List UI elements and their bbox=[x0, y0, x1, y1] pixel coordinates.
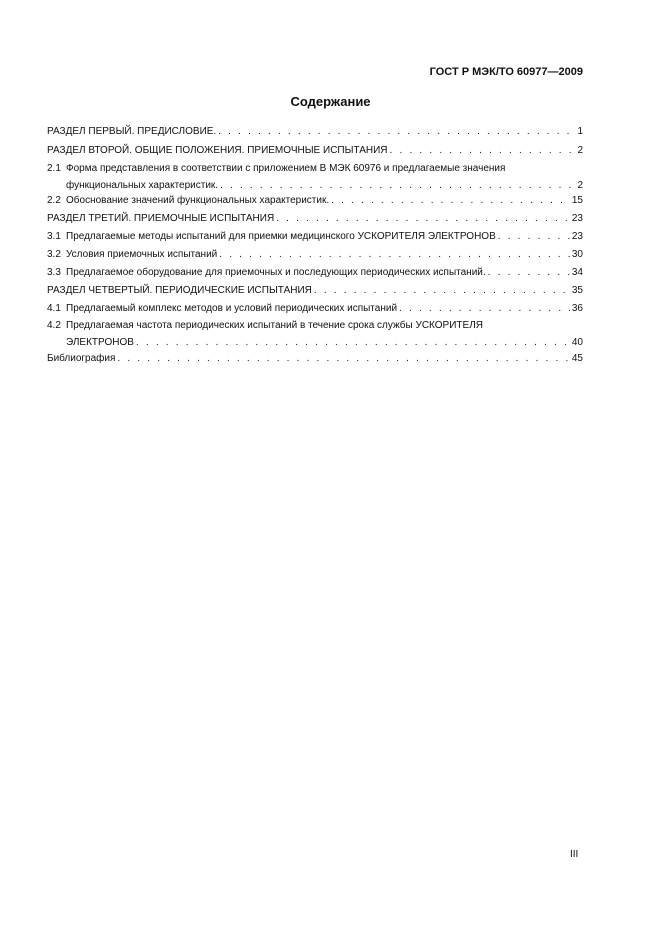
toc-entry-title: Предлагаемый комплекс методов и условий периодических испытаний bbox=[66, 303, 398, 314]
dot-leader bbox=[220, 180, 575, 192]
toc-entry-title: Предлагаемое оборудование для приемочных и последующих периодических испытаний. bbox=[66, 267, 486, 278]
toc-entry-page: 2 bbox=[577, 145, 583, 156]
toc-entry-title: Предлагаемые методы испытаний для приемки медицинского УСКОРИТЕЛЯ ЭЛЕКТРОНОВ bbox=[66, 231, 496, 242]
toc-entry[interactable] bbox=[47, 145, 583, 157]
toc-entry-number: 3.3 bbox=[47, 267, 61, 278]
toc-entry[interactable] bbox=[47, 231, 583, 243]
toc-entry-number: 2.2 bbox=[47, 195, 61, 206]
toc-entry-title: РАЗДЕЛ ПЕРВЫЙ. ПРЕДИСЛОВИЕ. bbox=[47, 126, 217, 137]
toc-entry-number: 3.1 bbox=[47, 231, 61, 242]
toc-entry-continuation[interactable] bbox=[66, 337, 583, 349]
toc-entry-page: 15 bbox=[571, 195, 583, 206]
toc-entry-title: РАЗДЕЛ ТРЕТИЙ. ПРИЕМОЧНЫЕ ИСПЫТАНИЯ bbox=[47, 213, 275, 224]
toc-entry[interactable] bbox=[47, 320, 583, 332]
toc-entry-page: 23 bbox=[571, 213, 583, 224]
toc-entry-title: Обоснование значений функциональных характеристик. bbox=[66, 195, 330, 206]
toc-entry[interactable] bbox=[47, 303, 583, 315]
toc-entry-title-continued: функциональных характеристик. bbox=[66, 180, 219, 191]
toc-entry[interactable] bbox=[47, 213, 583, 225]
dot-leader bbox=[218, 126, 575, 138]
toc-entry-title: РАЗДЕЛ ЧЕТВЕРТЫЙ. ПЕРИОДИЧЕСКИЕ ИСПЫТАНИЯ bbox=[47, 285, 312, 296]
page-title: Содержание bbox=[290, 94, 371, 109]
dot-leader bbox=[314, 285, 570, 297]
toc-entry-number: 2.1 bbox=[47, 163, 61, 174]
toc-entry-page: 1 bbox=[577, 126, 583, 137]
toc-entry-number: 4.2 bbox=[47, 320, 61, 331]
toc-entry-title: Условия приемочных испытаний bbox=[66, 249, 218, 260]
toc-entry-page: 35 bbox=[571, 285, 583, 296]
dot-leader bbox=[276, 213, 570, 225]
standard-designation: ГОСТ Р МЭК/ТО 60977—2009 bbox=[429, 66, 583, 78]
dot-leader bbox=[219, 249, 570, 261]
toc-entry-page: 30 bbox=[571, 249, 583, 260]
toc-entry-page: 45 bbox=[571, 353, 583, 364]
toc-entry[interactable] bbox=[47, 249, 583, 261]
dot-leader bbox=[488, 267, 570, 279]
toc-entry-page: 34 bbox=[571, 267, 583, 278]
toc-entry-title: Предлагаемая частота периодических испытаний в течение срока службы УСКОРИТЕЛЯ bbox=[66, 320, 483, 331]
dot-leader bbox=[399, 303, 570, 315]
toc-entry-title: Библиография bbox=[47, 353, 116, 364]
toc-entry[interactable] bbox=[47, 353, 583, 365]
toc-entry[interactable] bbox=[47, 267, 583, 279]
toc-entry-page: 23 bbox=[571, 231, 583, 242]
toc-entry-number: 4.1 bbox=[47, 303, 61, 314]
toc-entry-number: 3.2 bbox=[47, 249, 61, 260]
dot-leader bbox=[390, 145, 576, 157]
toc-entry-continuation[interactable] bbox=[66, 180, 583, 192]
toc-entry-page: 36 bbox=[571, 303, 583, 314]
dot-leader bbox=[117, 353, 569, 365]
page-number: III bbox=[570, 849, 579, 860]
toc-entry-title: РАЗДЕЛ ВТОРОЙ. ОБЩИЕ ПОЛОЖЕНИЯ. ПРИЕМОЧНЫЕ ИСПЫТАНИЯ bbox=[47, 145, 388, 156]
dot-leader bbox=[331, 195, 570, 207]
toc-entry[interactable] bbox=[47, 163, 583, 175]
toc-entry-title-continued: ЭЛЕКТРОНОВ bbox=[66, 337, 134, 348]
dot-leader bbox=[136, 337, 570, 349]
toc-entry-title: Форма представления в соответствии с приложением В МЭК 60976 и предлагаемые значения bbox=[66, 163, 506, 174]
toc-entry[interactable] bbox=[47, 126, 583, 138]
dot-leader bbox=[498, 231, 570, 243]
toc-entry-page: 40 bbox=[571, 337, 583, 348]
toc-entry-page: 2 bbox=[577, 180, 583, 191]
toc-entry[interactable] bbox=[47, 285, 583, 297]
toc-entry[interactable] bbox=[47, 195, 583, 207]
